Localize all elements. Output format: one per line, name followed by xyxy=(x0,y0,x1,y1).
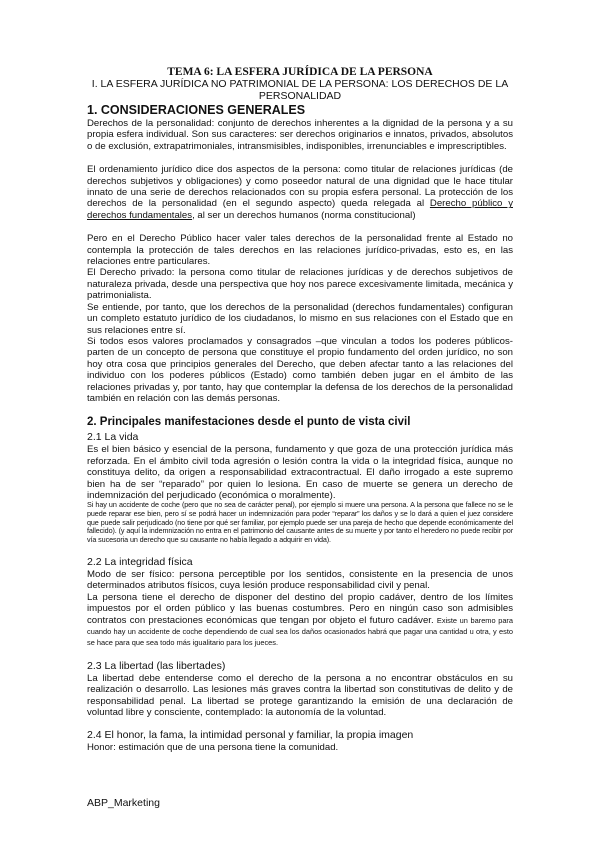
subsection-heading: 2.1 La vida xyxy=(87,431,139,444)
paragraph: El Derecho privado: la persona como titular de relaciones jurídicas y de derechos subjetivos de naturaleza privada, desde una perspectiva que hoy nos parece excesivamente limitada, mecánica y patrimonialista. xyxy=(87,267,513,302)
underlined-text: Derecho público y derechos fundamentales xyxy=(87,198,513,221)
paragraph: Se entiende, por tanto, que los derechos de la personalidad (derechos fundamentales) configuran un completo estatuto jurídico de los ciudadanos, lo mismo en sus relaciones con el Estado que en sus relaciones entre sí. xyxy=(87,301,513,336)
subsection-heading: 2.4 El honor, la fama, la intimidad personal y familiar, la propia imagen xyxy=(87,729,414,742)
small-note: Existe un baremo para cuando hay un accidente de coche dependiendo de cual sea los daños ocasionados habrá que pagar una cantidad u otra, y esto se hace para que sea todo más igualitario para los jueces. xyxy=(87,615,513,648)
paragraph: Pero en el Derecho Público hacer valer tales derechos de la personalidad frente al Estado no contempla la protección de tales derechos en las relaciones jurídico-privadas, esto es, en las relaciones entre particulares. xyxy=(87,233,513,268)
document-title: TEMA 6: LA ESFERA JURÍDICA DE LA PERSONA xyxy=(167,66,433,78)
paragraph: El ordenamiento jurídico dice dos aspectos de la persona: como titular de relaciones jurídicas (de derechos subjetivos y obligaciones) y como poseedor natural de una dignidad que le hace titular innato de una serie de derechos relacionados con su propia esfera personal. La protección de los derechos de la personalidad (en el segundo aspecto) queda relegada al Derecho público y derechos fundamentales, al ser un derechos humanos (norma constitucional) xyxy=(87,164,513,221)
section-1-heading: 1. CONSIDERACIONES GENERALES xyxy=(87,103,306,117)
paragraph: Derechos de la personalidad: conjunto de derechos inherentes a la dignidad de la persona y a su propia esfera individual. Son sus caracteres: ser derechos originarios e innatos, privados, absolutos o de exclusión, extrapatrimoniales, intransmisibles, indisponibles, irrenunciables e imprescriptibles. xyxy=(87,118,513,152)
paragraph: Honor: estimación que de una persona tiene la comunidad. xyxy=(87,742,339,754)
section-2-heading: 2. Principales manifestaciones desde el punto de vista civil xyxy=(87,416,411,429)
page-footer: ABP_Marketing xyxy=(87,797,160,809)
paragraph: La persona tiene el derecho de disponer del destino del propio cadáver, dentro de los límites impuestos por el orden público y las buenas costumbres. Pero en ningún caso son admisibles contratos con prestaciones económicas que tengan por objeto el futuro cadáver. Existe un baremo para cuando hay un accidente de coche dependiendo de cual sea los daños ocasionados habrá que pagar una cantidad u otra, y esto se hace para que sea todo más igualitario para los jueces. xyxy=(87,591,513,648)
document-subtitle: I. LA ESFERA JURÍDICA NO PATRIMONIAL DE LA PERSONA: LOS DERECHOS DE LA PERSONALIDAD xyxy=(91,78,509,102)
subsection-heading: 2.2 La integridad física xyxy=(87,555,193,568)
subsection-heading: 2.3 La libertad (las libertades) xyxy=(87,659,226,672)
paragraph: Modo de ser físico: persona perceptible por los sentidos, consistente en la presencia de unos determinados atributos físicos, cuya lesión produce responsabilidad civil y penal. xyxy=(87,568,513,592)
paragraph: Si todos esos valores proclamados y consagrados –que vinculan a todos los poderes públicos- parten de un concepto de persona que constituye el propio fundamento del orden jurídico, no son hoy otra cosa que principios generales del Derecho, que deben afectar tanto a las relaciones del individuo con los poderes públicos (Estado) como también deben jugar en el ámbito de las relaciones privadas y, por tanto, hay que contemplar la defensa de los derechos de la personalidad también en relación con las demás personas. xyxy=(87,335,513,404)
paragraph: La libertad debe entenderse como el derecho de la persona a no encontrar obstáculos en su realización o desarrollo. Las lesiones más graves contra la libertad son constitutivas de delito y de responsabilidad penal. La libertad se protege garantizando la emisión de una declaración de voluntad libre y consciente, contemplado: la autonomía de la voluntad. xyxy=(87,672,513,718)
paragraph: Es el bien básico y esencial de la persona, fundamento y que goza de una protección jurídica más reforzada. En el ámbito civil toda agresión o lesión contra la vida o la integridad física, aunque no constituya delito, da origen a responsabilidad extracontractual. El daño irrogado a este supremo bien ha de ser “reparado” por quien lo lesiona. En caso de muerte se genera un derecho de indemnización del perjudicado (económica o moralmente). xyxy=(87,444,513,501)
small-note: Si hay un accidente de coche (pero que no sea de carácter penal), por ejemplo si muere una persona. A la persona que fallece no se le puede reparar ese bien, pero sí se podrá hacer un indemnización para poder “reparar” los daños y se lo dará a quien el juez considere que puede salir perjudicado (no tiene por qué ser familiar, por ejemplo puede ser una pareja de hecho que depende económicamente del fallecido). (y aquí la indemnización no entra en el patrimonio del causante antes de su muerte y por tanto el heredero no puede recibir por vía sucesoria un derecho que su causante no había llegado a adquirir en vida). xyxy=(87,500,513,545)
